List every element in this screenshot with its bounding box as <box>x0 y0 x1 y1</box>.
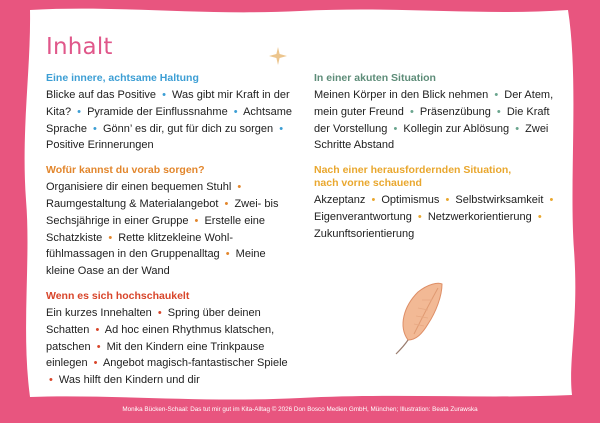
footer-credits: Monika Bücken-Schaal: Das tut mir gut im Kita-Alltag © 2026 Don Bosco Medien GmbH, München; Illustration: Beata Zurawska <box>122 406 478 413</box>
list-item: Gönn’ es dir, gut für dich zu sorgen <box>102 122 274 135</box>
list-item: Achtsame Sprache <box>46 105 292 135</box>
bullet-separator: • <box>279 122 284 135</box>
list-item: Was hilft den Kindern und dir <box>58 374 200 387</box>
bullet-separator: • <box>417 210 422 223</box>
bullet-separator: • <box>194 214 199 227</box>
bullet-separator: • <box>496 105 501 118</box>
list-item: Mit den Kindern eine Trinkpause einlegen <box>46 340 265 370</box>
list-item: Netzwerkorientierung <box>427 210 532 223</box>
bullet-separator: • <box>537 210 542 223</box>
section-haltung <box>46 72 296 154</box>
bullet-separator: • <box>224 197 229 210</box>
list-item: Erstelle eine Schatzkiste <box>46 214 266 244</box>
section-items <box>46 87 296 154</box>
bullet-separator: • <box>515 122 520 135</box>
section-hochschaukelt <box>46 290 296 389</box>
list-item: Selbstwirksamkeit <box>455 194 544 207</box>
bullet-separator: • <box>93 357 98 370</box>
right-column <box>314 72 564 253</box>
list-item: Zwei- bis Sechsjährige in einer Gruppe <box>46 197 279 227</box>
bullet-separator: • <box>225 248 230 261</box>
section-vorab <box>46 164 296 280</box>
bullet-separator: • <box>96 340 101 353</box>
bullet-separator: • <box>108 231 113 244</box>
section-heading: Wenn es sich hochschaukelt <box>46 289 190 302</box>
list-item: Pyramide der Einflussnahme <box>87 105 228 118</box>
section-items <box>314 87 564 154</box>
list-item: Der Atem, mein guter Freund <box>314 89 554 118</box>
bullet-separator: • <box>371 194 376 207</box>
section-akut <box>314 72 564 154</box>
page-title: Inhalt <box>46 34 113 60</box>
section-heading: In einer akuten Situation <box>314 72 436 84</box>
list-item: Was gibt mir Kraft in der Kita? <box>46 89 290 118</box>
bullet-separator: • <box>233 105 238 118</box>
list-item: Meine kleine Oase an der Wand <box>46 248 266 278</box>
bullet-separator: • <box>49 374 53 387</box>
list-item: Akzeptanz <box>314 194 366 207</box>
list-item: Eigenverantwortung <box>314 210 412 223</box>
section-nach <box>314 164 564 242</box>
list-item: Meinen Körper in den Blick nehmen <box>314 89 489 101</box>
list-item: Blicke auf das Positive <box>46 89 157 101</box>
bullet-separator: • <box>393 122 398 135</box>
list-item: Die Kraft der Vorstellung <box>314 105 550 135</box>
section-items <box>46 179 296 280</box>
list-item: Zukunftsorientierung <box>314 227 415 240</box>
list-item: Zwei Schritte Abstand <box>314 122 549 152</box>
list-item: Präsenzübung <box>419 105 491 118</box>
bullet-separator: • <box>162 89 166 101</box>
bullet-separator: • <box>77 105 81 118</box>
list-item: Angebot magisch-fantastischer Spiele <box>102 357 288 370</box>
list-item: Organisiere dir einen bequemen Stuhl <box>46 181 232 194</box>
bullet-separator: • <box>549 194 554 207</box>
feather-icon <box>388 278 448 358</box>
bullet-separator: • <box>494 89 499 101</box>
bullet-separator: • <box>237 181 242 194</box>
list-item: Raumgestaltung & Materialangebot <box>46 197 219 210</box>
section-items <box>46 305 296 389</box>
bullet-separator: • <box>409 105 414 118</box>
list-item: Kollegin zur Ablösung <box>403 122 510 135</box>
section-heading: Wofür kannst du vorab sorgen? <box>46 164 205 177</box>
bullet-separator: • <box>445 194 450 207</box>
list-item: Ad hoc einen Rhythmus klatschen, patschen <box>46 323 275 353</box>
left-column <box>46 72 296 399</box>
bullet-separator: • <box>95 323 100 336</box>
list-item: Spring über deinen Schatten <box>46 306 261 336</box>
star-icon <box>268 46 288 66</box>
list-item: Positive Erinnerungen <box>46 139 154 152</box>
list-item: Optimismus <box>381 194 440 207</box>
section-heading: Nach einer herausfordernden Situation, nach vorne schauend <box>314 164 512 190</box>
list-item: Ein kurzes Innehalten <box>46 306 152 319</box>
section-items <box>314 192 564 242</box>
list-item: Rette klitzekleine Wohlfühlmassagen in den Gruppenalltag <box>46 231 233 261</box>
section-heading: Eine innere, achtsame Haltung <box>46 72 199 84</box>
bullet-separator: • <box>93 122 97 135</box>
bullet-separator: • <box>157 306 162 319</box>
